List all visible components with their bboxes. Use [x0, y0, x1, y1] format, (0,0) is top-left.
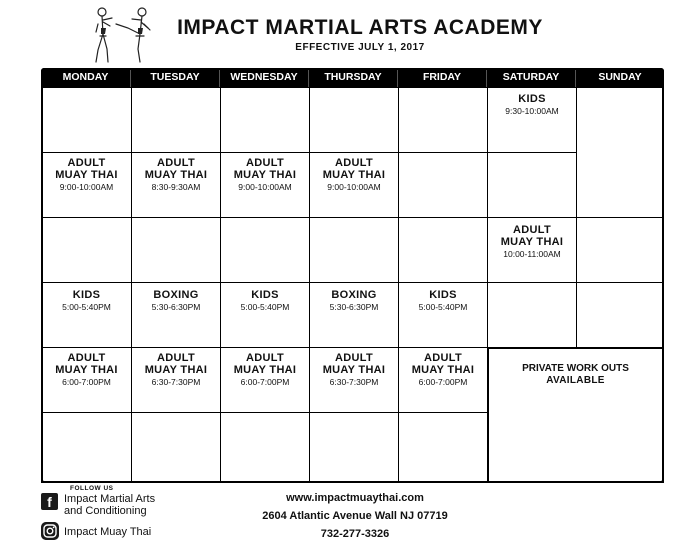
schedule-cell: [41, 217, 132, 283]
website-link[interactable]: www.impactmuaythai.com: [286, 492, 424, 504]
class-time: 5:30-6:30PM: [329, 302, 379, 312]
class-name-line2: MUAY THAI: [144, 169, 208, 181]
schedule-cell: [131, 87, 221, 153]
schedule-cell: [309, 412, 399, 483]
schedule-cell: [487, 282, 577, 348]
instagram-icon[interactable]: [41, 522, 59, 540]
class-wednesday-kids: [220, 282, 310, 348]
class-friday-kids: [398, 282, 488, 348]
class-name: ADULT: [246, 352, 284, 364]
class-name: ADULT: [67, 157, 106, 169]
class-name-line2: MUAY THAI: [233, 364, 297, 376]
schedule-cell: [487, 152, 577, 218]
follow-us-label: FOLLOW US: [70, 485, 114, 492]
address: 2604 Atlantic Avenue Wall NJ 07719: [262, 510, 448, 522]
class-thursday-adult-pm: [309, 347, 399, 413]
facebook-line2: and Conditioning: [64, 505, 147, 517]
class-monday-adult-pm: [41, 347, 132, 413]
day-header-wednesday: WEDNESDAY: [220, 68, 309, 87]
class-name-line2: MUAY THAI: [233, 169, 297, 181]
class-name: KIDS: [518, 93, 546, 105]
class-name: ADULT: [335, 157, 373, 169]
class-wednesday-adult-pm: [220, 347, 310, 413]
class-thursday-boxing: [309, 282, 399, 348]
class-time: 6:00-7:00PM: [62, 377, 111, 387]
class-time: 5:00-5:40PM: [240, 302, 290, 312]
class-name-line2: MUAY THAI: [322, 364, 386, 376]
private-workouts-label: PRIVATE WORK OUTS: [522, 363, 629, 374]
class-name: ADULT: [246, 157, 284, 169]
effective-date: EFFECTIVE JULY 1, 2017: [295, 42, 425, 53]
schedule-cell: [309, 217, 399, 283]
class-name-line2: MUAY THAI: [411, 364, 475, 376]
class-name: BOXING: [331, 289, 377, 301]
class-time: 6:30-7:30PM: [329, 377, 379, 387]
class-name: ADULT: [424, 352, 462, 364]
private-workouts-available: AVAILABLE: [546, 375, 605, 386]
class-time: 6:00-7:00PM: [240, 377, 290, 387]
schedule-grid: [41, 68, 664, 483]
class-time: 6:00-7:00PM: [418, 377, 468, 387]
instagram-link[interactable]: Impact Muay Thai: [64, 526, 152, 538]
class-name: ADULT: [335, 352, 373, 364]
class-time: 5:00-5:40PM: [62, 302, 111, 312]
schedule-cell: [576, 87, 664, 218]
class-name-line2: MUAY THAI: [322, 169, 386, 181]
class-name-line2: MUAY THAI: [500, 236, 564, 248]
class-name: ADULT: [157, 157, 195, 169]
class-friday-adult-pm: [398, 347, 488, 413]
phone-number: 732-277-3326: [320, 528, 390, 540]
schedule-cell: [220, 217, 310, 283]
day-header-tuesday: TUESDAY: [131, 68, 220, 87]
class-monday-kids: [41, 282, 132, 348]
facebook-icon[interactable]: f: [41, 493, 58, 510]
class-saturday-kids: [487, 87, 577, 153]
schedule-cell: [41, 412, 132, 483]
fighters-logo-icon: [88, 4, 158, 66]
class-tuesday-adult-am: [131, 152, 221, 218]
class-time: 8:30-9:30AM: [151, 182, 201, 192]
schedule-cell: [398, 152, 488, 218]
schedule-cell: [398, 412, 488, 483]
day-header-sunday: SUNDAY: [576, 68, 664, 87]
class-time: 9:00-10:00AM: [238, 182, 292, 192]
private-workouts-box: [487, 347, 664, 483]
day-header-monday: MONDAY: [41, 68, 131, 87]
class-time: 9:00-10:00AM: [327, 182, 381, 192]
class-name: ADULT: [157, 352, 195, 364]
day-header-saturday: SATURDAY: [487, 68, 576, 87]
class-name: KIDS: [251, 289, 279, 301]
class-thursday-adult-am: [309, 152, 399, 218]
class-time: 5:30-6:30PM: [151, 302, 201, 312]
day-header-thursday: THURSDAY: [309, 68, 398, 87]
class-name: ADULT: [67, 352, 106, 364]
schedule-cell: [220, 412, 310, 483]
class-time: 6:30-7:30PM: [151, 377, 201, 387]
class-wednesday-adult-am: [220, 152, 310, 218]
class-name: ADULT: [513, 224, 551, 236]
schedule-cell: [398, 87, 488, 153]
facebook-line1: Impact Martial Arts: [64, 493, 156, 505]
schedule-cell: [220, 87, 310, 153]
class-time: 10:00-11:00AM: [503, 249, 561, 259]
schedule-cell: [576, 282, 664, 348]
schedule-cell: [41, 87, 132, 153]
class-tuesday-adult-pm: [131, 347, 221, 413]
class-tuesday-boxing: [131, 282, 221, 348]
class-saturday-adult: [487, 217, 577, 283]
class-time: 5:00-5:40PM: [418, 302, 468, 312]
schedule-cell: [131, 217, 221, 283]
class-monday-adult-am: [41, 152, 132, 218]
schedule-cell: [576, 217, 664, 283]
class-name: KIDS: [72, 289, 101, 301]
class-name: BOXING: [153, 289, 199, 301]
class-name-line2: MUAY THAI: [144, 364, 208, 376]
day-header-friday: FRIDAY: [398, 68, 487, 87]
schedule-cell: [309, 87, 399, 153]
schedule-cell: [398, 217, 488, 283]
page-title: IMPACT MARTIAL ARTS ACADEMY: [177, 16, 543, 39]
schedule-cell: [131, 412, 221, 483]
facebook-link[interactable]: [64, 493, 155, 517]
class-name: KIDS: [429, 289, 457, 301]
class-name-line2: MUAY THAI: [55, 169, 118, 181]
class-time: 9:30-10:00AM: [505, 106, 559, 116]
class-name-line2: MUAY THAI: [55, 364, 118, 376]
class-time: 9:00-10:00AM: [59, 182, 114, 192]
